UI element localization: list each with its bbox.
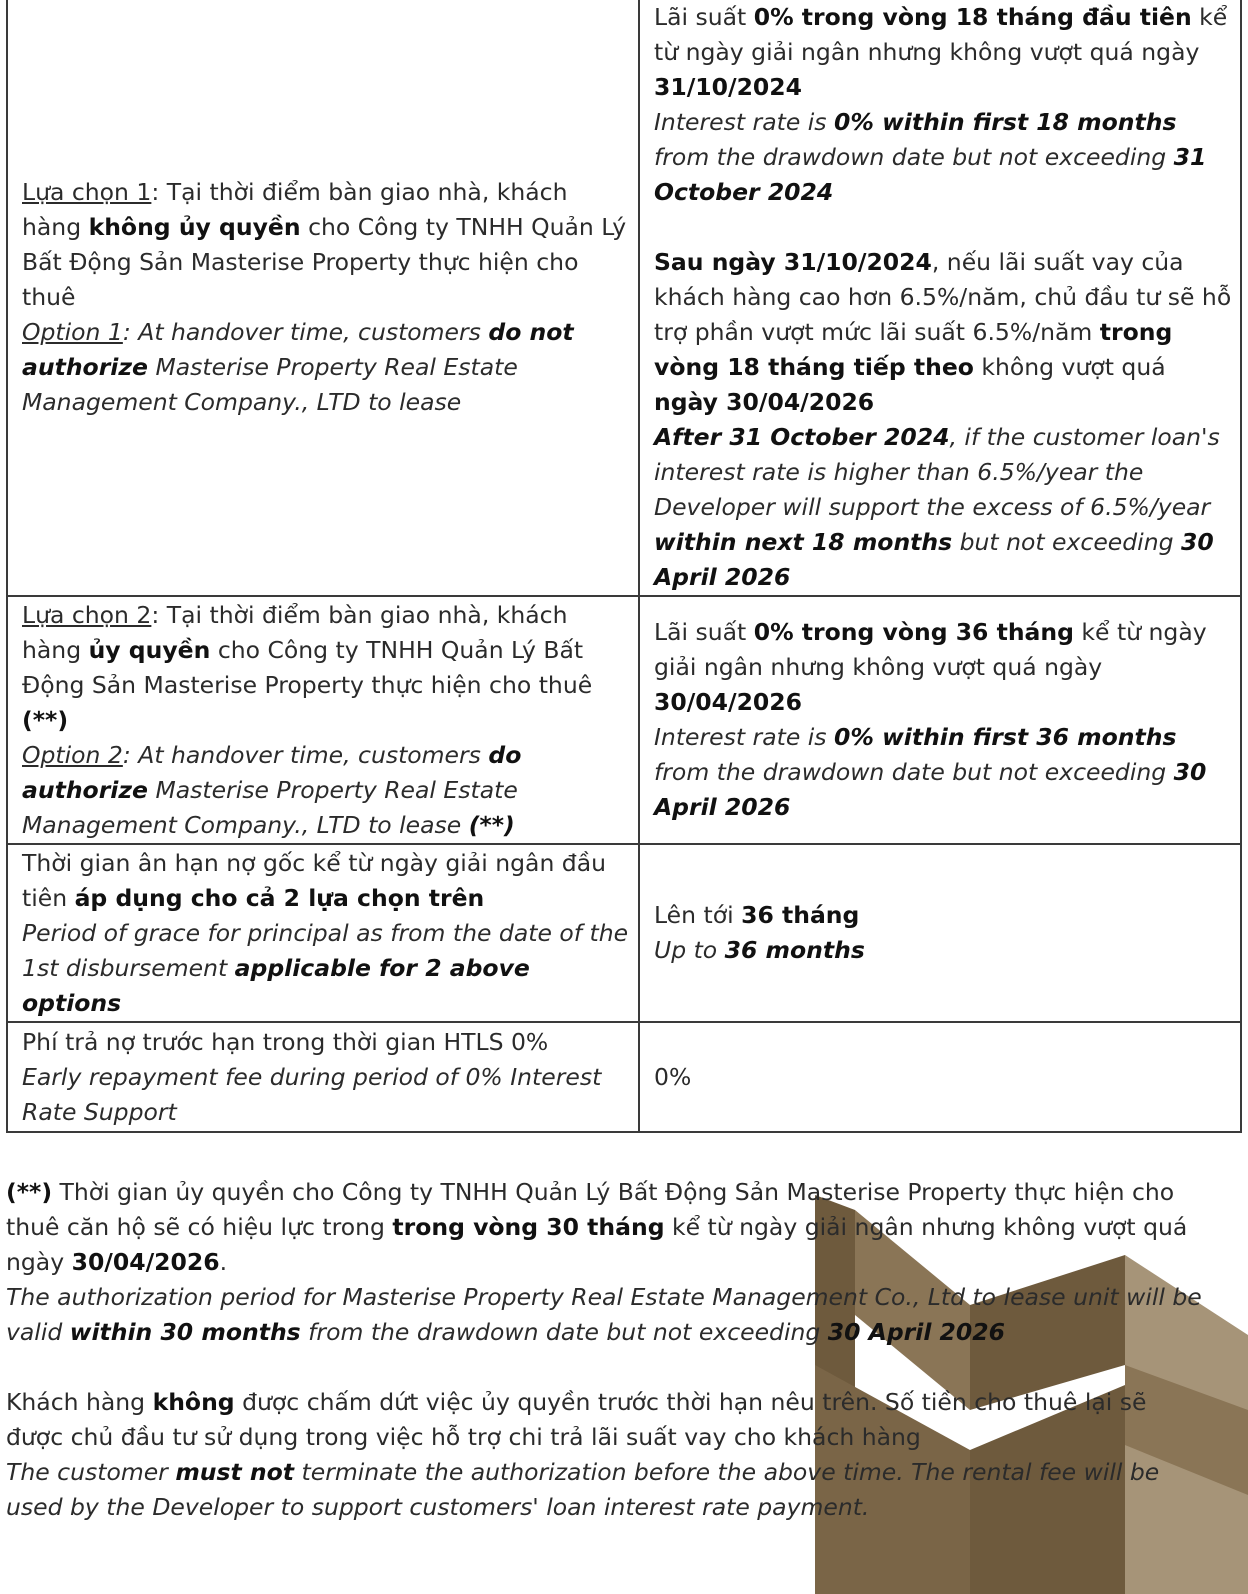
option-1-support-en: After 31 October 2024, if the customer loan's interest rate is higher than 6.5%/year the Developer will support the excess of 6.5%/year within next 18 months but not exceeding 30 April 2026 [654, 423, 1220, 591]
option-2-vi: Lựa chọn 2: Tại thời điểm bàn giao nhà, khách hàng ủy quyền cho Công ty TNHH Quản Lý Bất Động Sản Masterise Property thực hiện cho thuê (**) [22, 600, 593, 734]
footnotes [6, 1175, 1206, 1525]
grace-period-value-vi: Lên tới 36 tháng [654, 901, 860, 929]
option-1-label-cell [7, 0, 639, 596]
early-repayment-value: 0% [654, 1062, 692, 1091]
table-row-early-repayment [7, 1022, 1241, 1132]
option-2-rate-en: Interest rate is 0% within first 36 months from the drawdown date but not exceeding 30 April 2026 [654, 723, 1207, 821]
table-row-option-1 [7, 0, 1241, 596]
option-2-rate-vi: Lãi suất 0% trong vòng 36 tháng kể từ ngày giải ngân nhưng không vượt quá ngày 30/04/2026 [654, 618, 1207, 716]
loan-terms-table [6, 0, 1242, 1133]
early-repayment-label-cell [7, 1022, 639, 1132]
footnote-termination-vi: Khách hàng không được chấm dứt việc ủy quyền trước thời hạn nêu trên. Số tiền cho thuê lại sẽ được chủ đầu tư sử dụng trong việc hỗ trợ chi trả lãi suất vay cho khách hàng [6, 1388, 1147, 1451]
grace-period-en: Period of grace for principal as from the date of the 1st disbursement applicable for 2 above options [22, 918, 629, 1017]
early-repayment-en: Early repayment fee during period of 0% Interest Rate Support [22, 1062, 602, 1126]
grace-period-vi: Thời gian ân hạn nợ gốc kể từ ngày giải ngân đầu tiên áp dụng cho cả 2 lựa chọn trên [22, 848, 607, 912]
grace-period-value-en: Up to 36 months [654, 936, 865, 964]
option-1-rate-en: Interest rate is 0% within first 18 months from the drawdown date but not exceeding 31 October 2024 [654, 108, 1207, 206]
option-1-rate-vi: Lãi suất 0% trong vòng 18 tháng đầu tiên kể từ ngày giải ngân nhưng không vượt quá ngày 31/10/2024 [654, 3, 1228, 101]
footnote-authorization-en: The authorization period for Masterise Property Real Estate Management Co., Ltd to lease unit will be valid within 30 months from the drawdown date but not exceeding 30 April 2026 [6, 1283, 1202, 1346]
early-repayment-value-cell [639, 1022, 1241, 1132]
option-2-terms-cell [639, 596, 1241, 844]
option-1-en: Option 1: At handover time, customers do not authorize Masterise Property Real Estate Management Company., LTD to lease [22, 318, 574, 416]
option-2-label-cell [7, 596, 639, 844]
footnote-authorization-vi: (**) Thời gian ủy quyền cho Công ty TNHH Quản Lý Bất Động Sản Masterise Property thực hiện cho thuê căn hộ sẽ có hiệu lực trong trong vòng 30 tháng kể từ ngày giải ngân nhưng không vượt quá ngày 30/04/2026. [6, 1178, 1188, 1276]
table-row-option-2 [7, 596, 1241, 844]
early-repayment-vi: Phí trả nợ trước hạn trong thời gian HTLS 0% [22, 1027, 549, 1056]
option-1-vi: Lựa chọn 1: Tại thời điểm bàn giao nhà, khách hàng không ủy quyền cho Công ty TNHH Quản Lý Bất Động Sản Masterise Property thực hiện cho thuê [22, 178, 627, 311]
grace-period-value-cell [639, 844, 1241, 1022]
option-1-support-vi: Sau ngày 31/10/2024, nếu lãi suất vay của khách hàng cao hơn 6.5%/năm, chủ đầu tư sẽ hỗ trợ phần vượt mức lãi suất 6.5%/năm trong vòng 18 tháng tiếp theo không vượt quá ngày 30/04/2026 [654, 248, 1232, 416]
option-2-en: Option 2: At handover time, customers do authorize Masterise Property Real Estate Management Company., LTD to lease (**) [22, 740, 522, 839]
grace-period-label-cell [7, 844, 639, 1022]
table-row-grace-period [7, 844, 1241, 1022]
option-1-terms-cell [639, 0, 1241, 596]
footnote-termination-en: The customer must not terminate the authorization before the above time. The rental fee will be used by the Developer to support customers' loan interest rate payment. [6, 1458, 1160, 1521]
